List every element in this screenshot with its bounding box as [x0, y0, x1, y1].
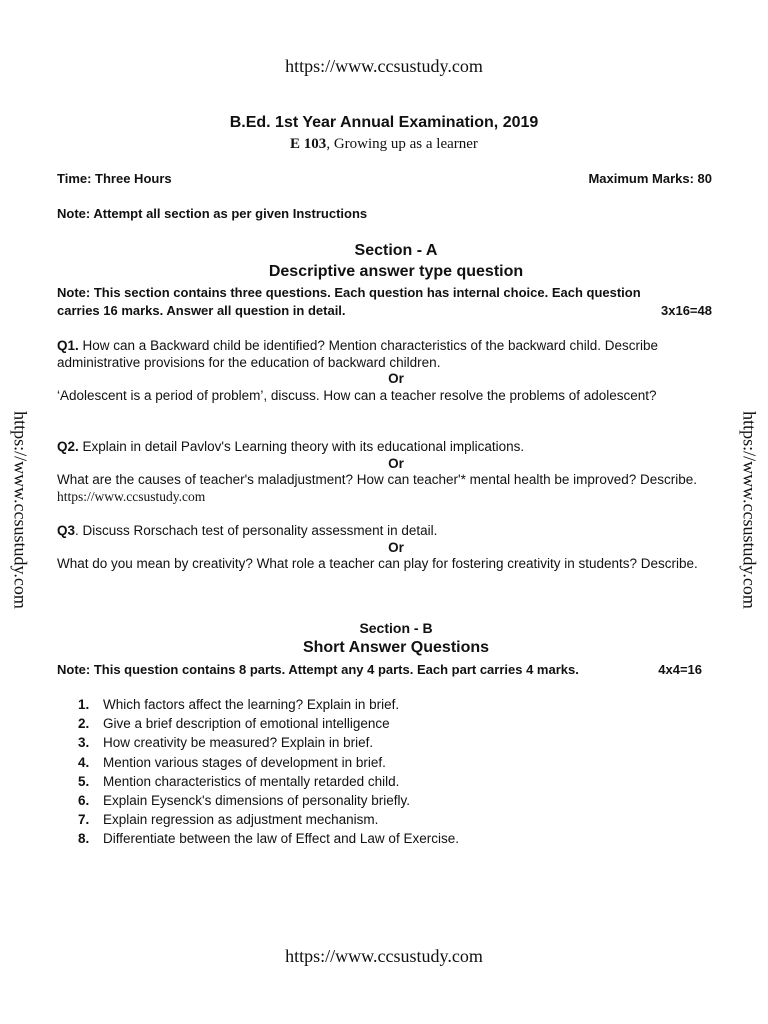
question-2-alt-text: What are the causes of teacher's maladjustment? How can teacher'* mental health be improved? Describe.	[57, 472, 697, 487]
q2-or-separator: Or	[388, 456, 404, 471]
paper-name: , Growing up as a learner	[326, 136, 478, 152]
section-a-heading: Section - A	[354, 242, 438, 259]
question-3-text: . Discuss Rorschach test of personality assessment in detail.	[75, 523, 438, 538]
maximum-marks: Maximum Marks: 80	[588, 171, 712, 186]
list-item	[78, 810, 459, 829]
item-number: 1.	[78, 697, 90, 712]
exam-title: B.Ed. 1st Year Annual Examination, 2019	[229, 114, 539, 131]
item-text: Differentiate between the law of Effect and Law of Exercise.	[103, 831, 459, 847]
item-number: 5.	[78, 773, 90, 789]
list-item	[78, 733, 459, 752]
section-a-note-line1: Note: This section contains three questions. Each question has internal choice. Each question	[57, 285, 641, 300]
list-item	[78, 695, 459, 714]
section-a-note-line2	[57, 303, 712, 318]
general-note: Note: Attempt all section as per given Instructions	[57, 206, 368, 221]
q3-or-separator: Or	[388, 540, 404, 555]
item-number: 8.	[78, 831, 90, 847]
question-1-alternative: ‘Adolescent is a period of problem’, discuss. How can a teacher resolve the problems of adolescent?	[57, 388, 657, 403]
short-answer-list	[78, 695, 459, 849]
question-2-text: Explain in detail Pavlov's Learning theory with its educational implications.	[82, 439, 525, 454]
paper-title	[0, 136, 768, 153]
section-b-subheading: Short Answer Questions	[302, 639, 490, 656]
question-3-label: Q3	[57, 523, 76, 538]
item-text: Give a brief description of emotional intelligence	[103, 716, 390, 732]
item-number: 6.	[78, 792, 90, 808]
left-side-watermark: https://www.ccsustudy.com	[10, 411, 31, 609]
item-text: Which factors affect the learning? Explain in brief.	[103, 697, 400, 712]
question-3-alternative: What do you mean by creativity? What role a teacher can play for fostering creativity in students? Describe.	[57, 556, 698, 571]
question-1-text: How can a Backward child be identified? Mention characteristics of the backward child. Describe administrative provisions for the education of backward children.	[57, 338, 659, 370]
question-2	[57, 439, 727, 456]
inline-watermark: https://www.ccsustudy.com	[57, 488, 206, 504]
question-2-alternative	[57, 472, 727, 505]
list-item	[78, 753, 459, 772]
section-b-marks: 4x4=16	[658, 662, 702, 677]
question-1	[57, 338, 727, 371]
question-3	[57, 523, 727, 540]
list-item	[78, 829, 459, 848]
section-b-note-row	[57, 662, 702, 677]
list-item	[78, 772, 459, 791]
question-2-label: Q2.	[57, 439, 79, 454]
item-number: 3.	[78, 735, 90, 751]
section-a-marks: 3x16=48	[661, 303, 712, 318]
item-number: 7.	[78, 812, 90, 828]
section-b-heading: Section - B	[359, 620, 433, 636]
list-item	[78, 714, 459, 733]
item-number: 4.	[78, 754, 90, 770]
right-side-watermark: https://www.ccsustudy.com	[739, 411, 760, 609]
list-item	[78, 791, 459, 810]
section-a-note-text: carries 16 marks. Answer all question in detail.	[57, 303, 346, 318]
item-number: 2.	[78, 716, 90, 732]
item-text: Explain Eysenck's dimensions of personality briefly.	[103, 792, 410, 808]
footer-watermark: https://www.ccsustudy.com	[285, 946, 483, 966]
item-text: Mention various stages of development in brief.	[103, 754, 386, 770]
item-text: Explain regression as adjustment mechanism.	[103, 812, 379, 828]
time-allowed: Time: Three Hours	[57, 171, 172, 186]
paper-code: E 103	[290, 136, 327, 152]
section-b-note: Note: This question contains 8 parts. Attempt any 4 parts. Each part carries 4 marks.	[57, 662, 579, 677]
question-1-label: Q1.	[57, 338, 79, 353]
item-text: Mention characteristics of mentally retarded child.	[103, 773, 400, 789]
header-watermark: https://www.ccsustudy.com	[285, 56, 483, 76]
item-text: How creativity be measured? Explain in brief.	[103, 735, 374, 751]
time-marks-row	[57, 171, 712, 186]
q1-or-separator: Or	[388, 371, 404, 386]
section-a-subheading: Descriptive answer type question	[268, 263, 524, 280]
